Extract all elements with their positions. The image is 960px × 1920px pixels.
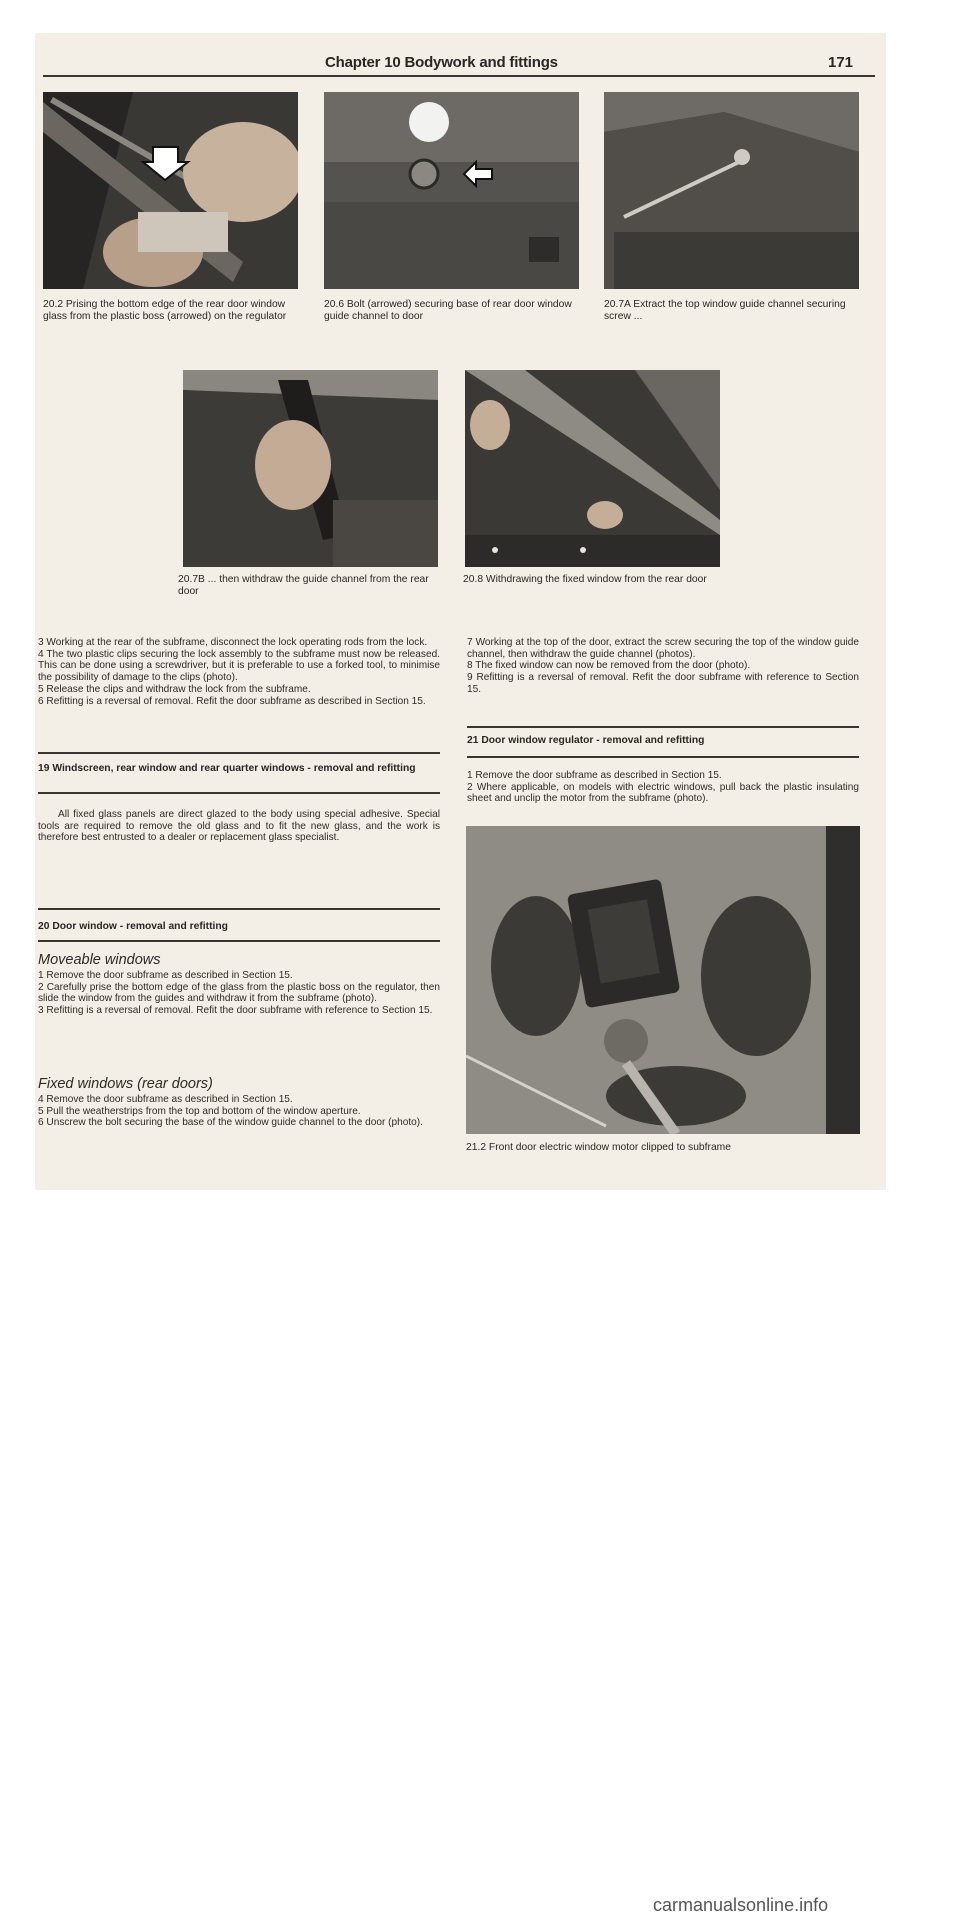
section-20-rule-bottom: [38, 940, 440, 942]
moveable-paras: [38, 970, 440, 1017]
para: 7 Working at the top of the door, extract the screw securing the top of the window guide channel, then withdraw the guide channel (photos).: [467, 637, 859, 660]
para: 5 Pull the weatherstrips from the top and bottom of the window aperture.: [38, 1105, 361, 1117]
page-header: [35, 54, 886, 76]
para: 3 Refitting is a reversal of removal. Refit the door subframe with reference to Section 15.: [38, 1005, 433, 1017]
para: 6 Refitting is a reversal of removal. Refit the door subframe as described in Section 15.: [38, 695, 426, 707]
para: 6 Unscrew the bolt securing the base of the window guide channel to the door (photo).: [38, 1117, 423, 1129]
section-21-rule-bottom: [467, 756, 859, 758]
section-20-title: 20 Door window - removal and refitting: [38, 921, 228, 932]
para: 9 Refitting is a reversal of removal. Refit the door subframe with reference to Section 15.: [467, 672, 859, 695]
photo-20-7b: [183, 370, 438, 567]
section-19-para: All fixed glass panels are direct glazed to the body using special adhesive. Special tools are required to remove the old glass and to fit the new glass, and the work is therefore best entrusted to a dealer or replacement glass specialist.: [38, 809, 440, 844]
para: 1 Remove the door subframe as described in Section 15.: [467, 770, 722, 781]
para: 4 The two plastic clips securing the lock assembly to the subframe must now be released. This can be done using a screwdriver, but it is preferable to use a forked tool, to minimise the possibility of damage to the clips (photo).: [38, 648, 440, 684]
caption-20-7a: 20.7A Extract the top window guide channel securing screw ...: [604, 299, 846, 322]
footer-watermark: carmanualsonline.info: [653, 1895, 829, 1915]
section-19-rule-top: [38, 752, 440, 754]
para: 3 Working at the rear of the subframe, disconnect the lock operating rods from the lock.: [38, 637, 428, 648]
para: 8 The fixed window can now be removed from the door (photo).: [467, 660, 751, 672]
caption-20-2: 20.2 Prising the bottom edge of the rear door window glass from the plastic boss (arrowed) on the regulator: [43, 299, 287, 322]
subhead-fixed: Fixed windows (rear doors): [38, 1076, 213, 1092]
right-paras-top: [467, 637, 859, 696]
para: 1 Remove the door subframe as described in Section 15.: [38, 970, 293, 981]
caption-21-2: 21.2 Front door electric window motor clipped to subframe: [466, 1142, 731, 1153]
section-19-title: 19 Windscreen, rear window and rear quarter windows - removal and refitting: [38, 763, 416, 774]
para: 2 Where applicable, on models with electric windows, pull back the plastic insulating sheet and unclip the motor from the subframe (photo).: [467, 781, 859, 805]
photo-20-2: [43, 92, 298, 289]
caption-20-6: 20.6 Bolt (arrowed) securing base of rear door window guide channel to door: [324, 299, 572, 322]
para: 2 Carefully prise the bottom edge of the glass from the plastic boss on the regulator, then slide the window from the guides and withdraw it from the subframe (photo).: [38, 981, 440, 1005]
section-20-rule-top: [38, 908, 440, 910]
section-19-rule-bottom: [38, 792, 440, 794]
caption-20-7b: 20.7B ... then withdraw the guide channel from the rear door: [178, 574, 429, 597]
section-21-title: 21 Door window regulator - removal and refitting: [467, 735, 705, 746]
left-paras-top: [38, 637, 440, 707]
subhead-moveable: Moveable windows: [38, 952, 161, 968]
section-21-rule-top: [467, 726, 859, 728]
photo-20-6: [324, 92, 579, 289]
fixed-paras: [38, 1094, 440, 1129]
photo-21-2: [466, 826, 860, 1134]
section-21-paras: [467, 770, 859, 805]
photo-20-7a: [604, 92, 859, 289]
page-number: 171: [828, 54, 854, 71]
caption-20-8: 20.8 Withdrawing the fixed window from the rear door: [463, 574, 707, 585]
para: 4 Remove the door subframe as described in Section 15.: [38, 1094, 293, 1105]
para: 5 Release the clips and withdraw the lock from the subframe.: [38, 683, 311, 695]
chapter-title: Chapter 10 Bodywork and fittings: [325, 54, 558, 71]
photo-20-8: [465, 370, 720, 567]
header-rule: [43, 75, 875, 77]
